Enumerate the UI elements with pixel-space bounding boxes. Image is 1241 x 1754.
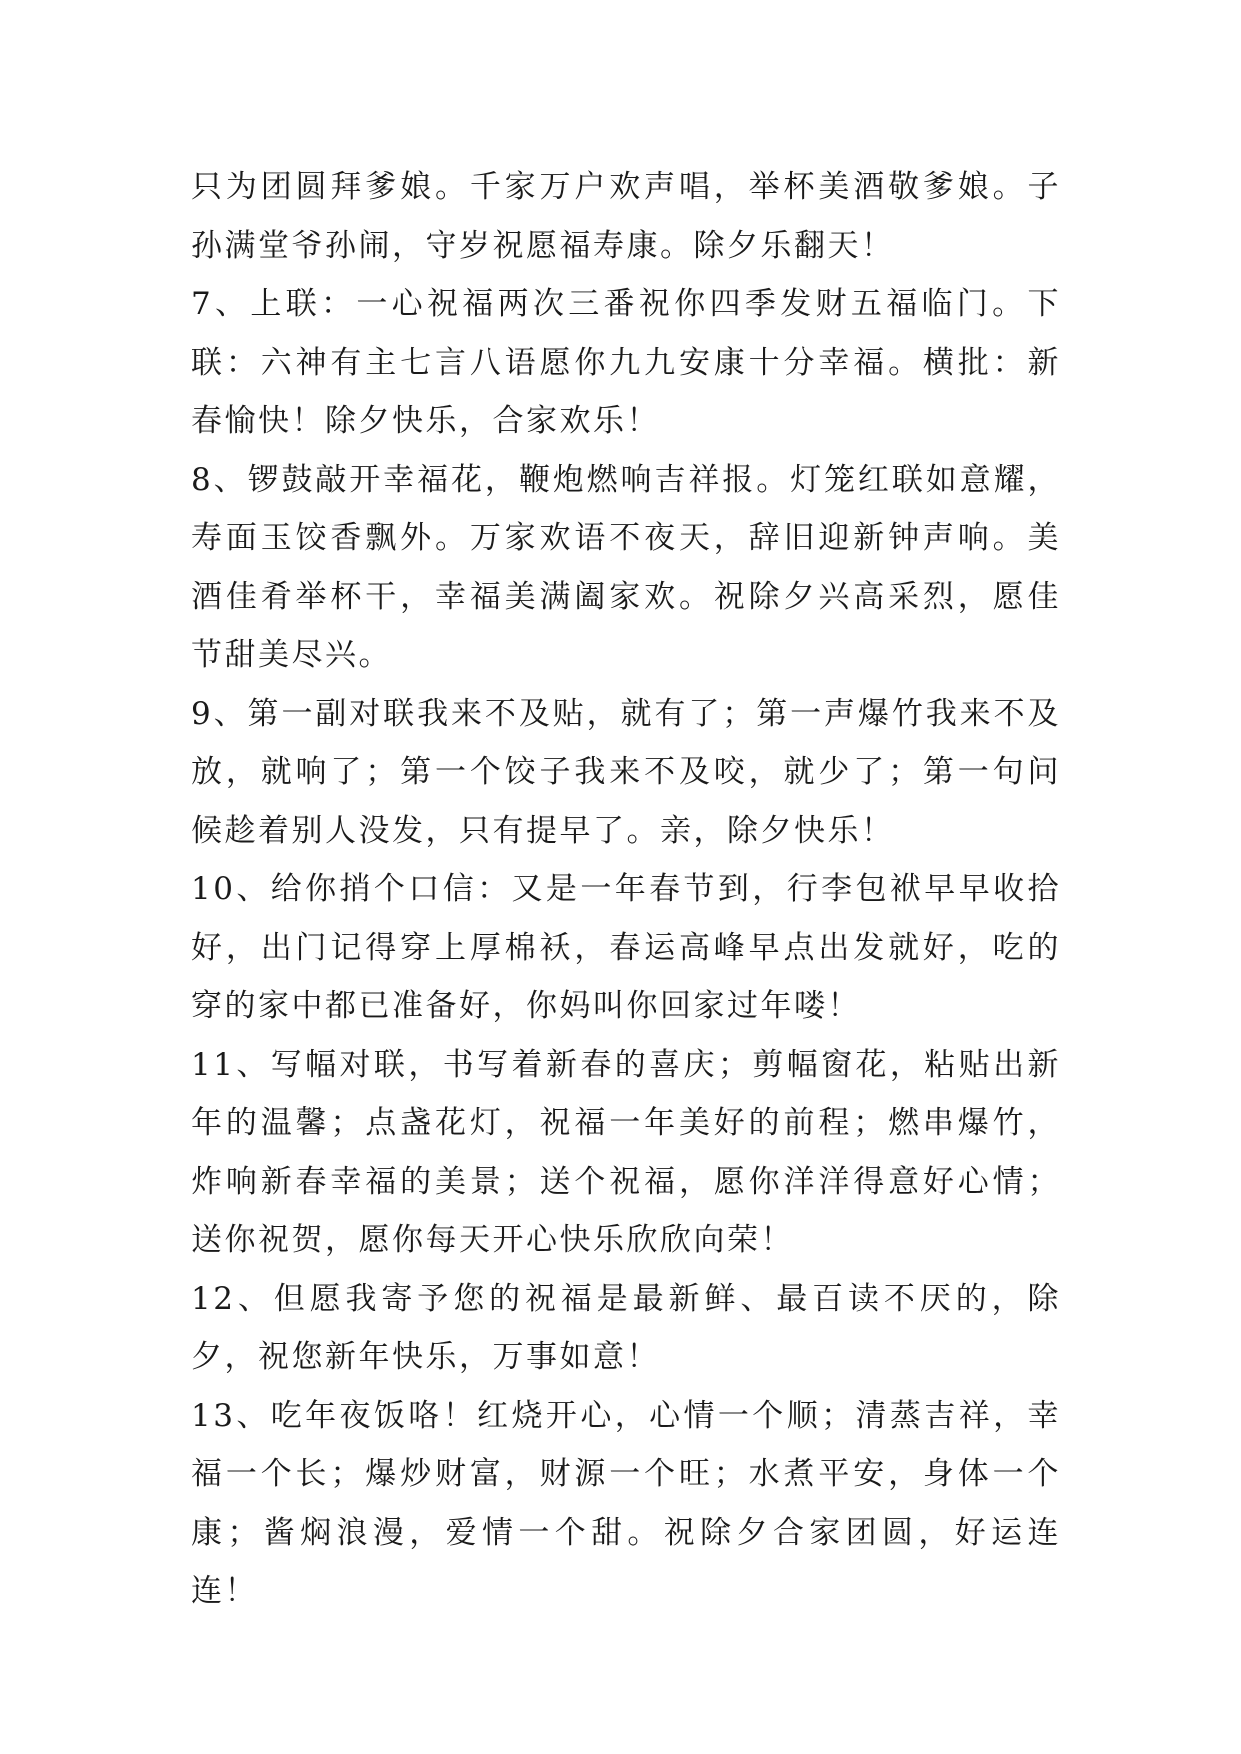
paragraph: 只为团圆拜爹娘。千家万户欢声唱，举杯美酒敬爹娘。子孙满堂爷孙闹，守岁祝愿福寿康。除夕乐翻天！ bbox=[191, 169, 1061, 264]
paragraph: 9、第一副对联我来不及贴，就有了；第一声爆竹我来不及放，就响了；第一个饺子我来不及咬，就少了；第一句问候趁着别人没发，只有提早了。亲，除夕快乐！ bbox=[191, 695, 1061, 849]
document-body bbox=[191, 158, 1061, 1621]
paragraph: 7、上联：一心祝福两次三番祝你四季发财五福临门。下联：六神有主七言八语愿你九九安康十分幸福。横批：新春愉快！除夕快乐，合家欢乐！ bbox=[191, 286, 1061, 439]
paragraph: 13、吃年夜饭咯！红烧开心，心情一个顺；清蒸吉祥，幸福一个长；爆炒财富，财源一个旺；水煮平安，身体一个康；酱焖浪漫，爱情一个甜。祝除夕合家团圆，好运连连！ bbox=[191, 1397, 1061, 1609]
paragraph: 10、给你捎个口信：又是一年春节到，行李包袱早早收拾好，出门记得穿上厚棉袄，春运高峰早点出发就好，吃的穿的家中都已准备好，你妈叫你回家过年喽！ bbox=[191, 871, 1061, 1024]
paragraph: 12、但愿我寄予您的祝福是最新鲜、最百读不厌的，除夕，祝您新年快乐，万事如意！ bbox=[191, 1280, 1061, 1375]
paragraph: 11、写幅对联，书写着新春的喜庆；剪幅窗花，粘贴出新年的温馨；点盏花灯，祝福一年美好的前程；燃串爆竹，炸响新春幸福的美景；送个祝福，愿你洋洋得意好心情；送你祝贺，愿你每天开心快乐欣欣向荣！ bbox=[191, 1046, 1061, 1258]
paragraph: 8、锣鼓敲开幸福花，鞭炮燃响吉祥报。灯笼红联如意耀，寿面玉饺香飘外。万家欢语不夜天，辞旧迎新钟声响。美酒佳肴举杯干，幸福美满阖家欢。祝除夕兴高采烈，愿佳节甜美尽兴。 bbox=[191, 461, 1061, 673]
